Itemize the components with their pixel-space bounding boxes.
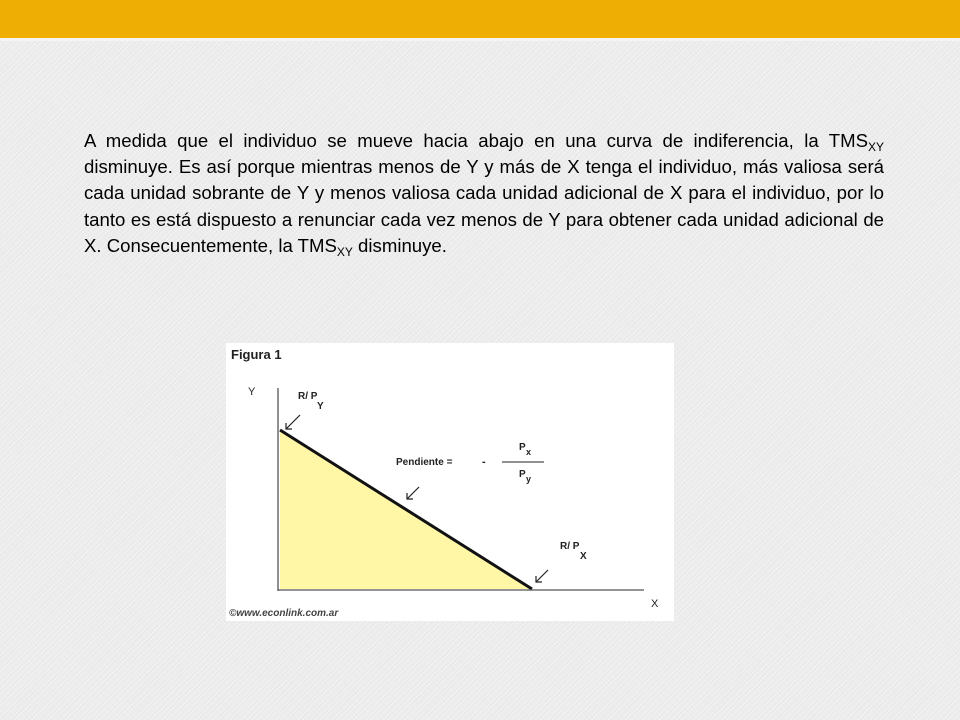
intercept-y-label: R/ P xyxy=(298,391,318,402)
slope-label: Pendiente = xyxy=(396,457,453,468)
intercept-y-arrow-icon xyxy=(286,415,300,429)
slope-denominator: P xyxy=(519,469,526,480)
paragraph-text-3: disminuye. xyxy=(352,234,447,256)
intercept-x-label: R/ P xyxy=(560,541,580,552)
figure-title: Figura 1 xyxy=(231,347,282,362)
intercept-y-subscript: Y xyxy=(317,401,324,412)
header-divider xyxy=(0,38,960,41)
slope-sign: - xyxy=(482,456,486,468)
slope-numerator: P xyxy=(519,442,526,453)
paragraph-text-1: A medida que el individuo se mueve hacia abajo en una curva de indiferencia, la TMS xyxy=(84,130,868,151)
intercept-x-subscript: X xyxy=(580,551,587,562)
paragraph-subscript-2: XY xyxy=(336,244,353,259)
x-axis-label: X xyxy=(651,598,659,610)
slope-arrow-icon xyxy=(407,487,419,499)
slope-denominator-subscript: y xyxy=(526,474,532,484)
budget-line-figure xyxy=(226,343,674,621)
accent-header-bar xyxy=(0,0,960,38)
paragraph-subscript-1: XY xyxy=(867,140,884,154)
watermark: ©www.econlink.com.ar xyxy=(229,608,339,619)
intercept-x-arrow-icon xyxy=(536,570,548,582)
y-axis-label: Y xyxy=(248,386,256,398)
slope-numerator-subscript: x xyxy=(526,447,532,457)
paragraph-text-2: disminuye. Es así porque mientras menos de Y y más de X tenga el individuo, más valiosa será cada unidad sobrante de Y y menos valiosa cada unidad adicional de X para el individuo, por lo tanto es está dispuesto a renunciar cada vez menos de Y para obtener cada unidad adicional de X. Consecuentemente, la TMS xyxy=(84,156,884,256)
body-paragraph xyxy=(84,128,884,259)
budget-line-diagram xyxy=(226,343,674,621)
